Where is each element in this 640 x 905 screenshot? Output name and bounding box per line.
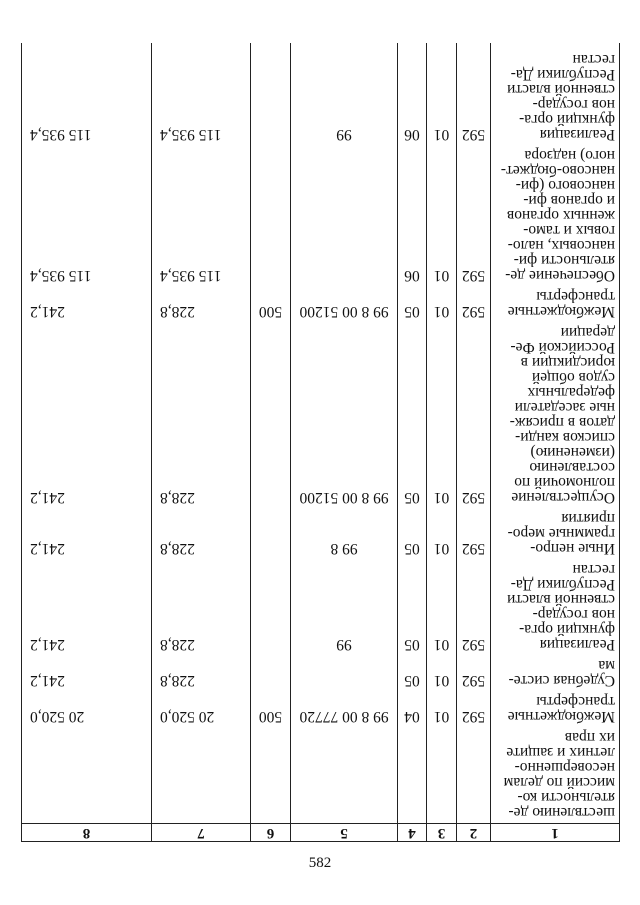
expense-name: Обеспечение де- ятельности фи- нансовых, нало- говых и тамо- женных органов и органов фи- нансового (фи- нансово-бюджет- ного) надзора <box>491 145 620 286</box>
ministry-code: 592 <box>457 145 491 286</box>
section-code: 01 <box>427 145 457 286</box>
table-row <box>22 691 620 727</box>
amount-year-2: 241,2 <box>22 655 152 691</box>
expense-type-code <box>251 508 291 559</box>
section-code: 01 <box>427 49 457 145</box>
amount-year-1: 228,8 <box>152 508 251 559</box>
subsection-code: 04 <box>398 691 427 727</box>
ministry-code: 592 <box>457 655 491 691</box>
expense-name: Межбюджетные трансферты <box>491 286 620 322</box>
amount-year-2: 115 935,4 <box>22 49 152 145</box>
expense-type-code <box>251 322 291 508</box>
expense-type-code <box>251 49 291 145</box>
table-row <box>22 655 620 691</box>
expense-name: Иные непро- граммные меро- приятия <box>491 508 620 559</box>
table-header-row <box>22 824 620 842</box>
section-code: 01 <box>427 286 457 322</box>
section-code <box>427 727 457 824</box>
expense-type-code <box>251 727 291 824</box>
table-row <box>22 49 620 145</box>
amount-year-1: 228,8 <box>152 655 251 691</box>
amount-year-2: 115 935,4 <box>22 145 152 286</box>
expense-type-code <box>251 655 291 691</box>
expense-name: Судебная систе- ма <box>491 655 620 691</box>
header-cell: 6 <box>251 824 291 842</box>
header-cell: 7 <box>152 824 251 842</box>
expense-type-code <box>251 145 291 286</box>
header-cell: 8 <box>22 824 152 842</box>
amount-year-2: 241,2 <box>22 286 152 322</box>
target-article-code <box>291 727 398 824</box>
table-row <box>22 322 620 508</box>
amount-year-2 <box>22 727 152 824</box>
ministry-code: 592 <box>457 286 491 322</box>
amount-year-1 <box>152 727 251 824</box>
target-article-code: 99 <box>291 49 398 145</box>
expense-name: Реализация функций орга- нов государ- ственной власти Республики Да- гестан <box>491 49 620 145</box>
section-code: 01 <box>427 559 457 655</box>
subsection-code: 05 <box>398 508 427 559</box>
table-row <box>22 727 620 824</box>
expense-name: Осуществление полномочий по составлению (изменению) списков канди- датов в присяж- ные заседатели федеральных судов общей юрисдикции в Российской Фе- дерации <box>491 322 620 508</box>
expense-type-code: 500 <box>251 286 291 322</box>
amount-year-1: 115 935,4 <box>152 145 251 286</box>
amount-year-1: 228,8 <box>152 286 251 322</box>
section-code: 01 <box>427 655 457 691</box>
amount-year-1: 20 520,0 <box>152 691 251 727</box>
header-cell: 4 <box>398 824 427 842</box>
header-cell: 5 <box>291 824 398 842</box>
subsection-code: 05 <box>398 559 427 655</box>
ministry-code: 592 <box>457 508 491 559</box>
target-article-code <box>291 655 398 691</box>
subsection-code: 06 <box>398 49 427 145</box>
table-row <box>22 286 620 322</box>
ministry-code: 592 <box>457 559 491 655</box>
target-article-code: 99 8 00 77720 <box>291 691 398 727</box>
amount-year-2: 241,2 <box>22 559 152 655</box>
amount-year-1: 228,8 <box>152 559 251 655</box>
amount-year-1: 115 935,4 <box>152 49 251 145</box>
subsection-code: 05 <box>398 655 427 691</box>
ministry-code <box>457 727 491 824</box>
budget-table <box>21 43 620 842</box>
amount-year-2: 241,2 <box>22 508 152 559</box>
amount-year-2: 241,2 <box>22 322 152 508</box>
subsection-code: 05 <box>398 322 427 508</box>
target-article-code: 99 8 00 51200 <box>291 286 398 322</box>
table-row <box>22 559 620 655</box>
target-article-code: 99 8 <box>291 508 398 559</box>
amount-year-2: 20 520,0 <box>22 691 152 727</box>
expense-type-code <box>251 559 291 655</box>
table-row <box>22 508 620 559</box>
ministry-code: 592 <box>457 691 491 727</box>
table-bottom-fill <box>22 43 620 49</box>
expense-name: Реализация функций орга- нов государ- ственной власти Республики Да- гестан <box>491 559 620 655</box>
expense-name: Межбюджетные трансферты <box>491 691 620 727</box>
subsection-code: 05 <box>398 286 427 322</box>
header-cell: 3 <box>427 824 457 842</box>
subsection-code: 06 <box>398 145 427 286</box>
amount-year-1: 228,8 <box>152 322 251 508</box>
header-cell: 1 <box>491 824 620 842</box>
target-article-code <box>291 145 398 286</box>
table-row <box>22 145 620 286</box>
expense-name: шествлению де- ятельности ко- миссий по делам несовершенно- летних и защите их прав <box>491 727 620 824</box>
section-code: 01 <box>427 508 457 559</box>
budget-table-sheet <box>22 51 620 842</box>
target-article-code: 99 <box>291 559 398 655</box>
section-code: 01 <box>427 322 457 508</box>
target-article-code: 99 8 00 51200 <box>291 322 398 508</box>
section-code: 01 <box>427 691 457 727</box>
ministry-code: 592 <box>457 322 491 508</box>
ministry-code: 592 <box>457 49 491 145</box>
subsection-code <box>398 727 427 824</box>
header-cell: 2 <box>457 824 491 842</box>
expense-type-code: 500 <box>251 691 291 727</box>
page-number: 582 <box>308 855 332 871</box>
